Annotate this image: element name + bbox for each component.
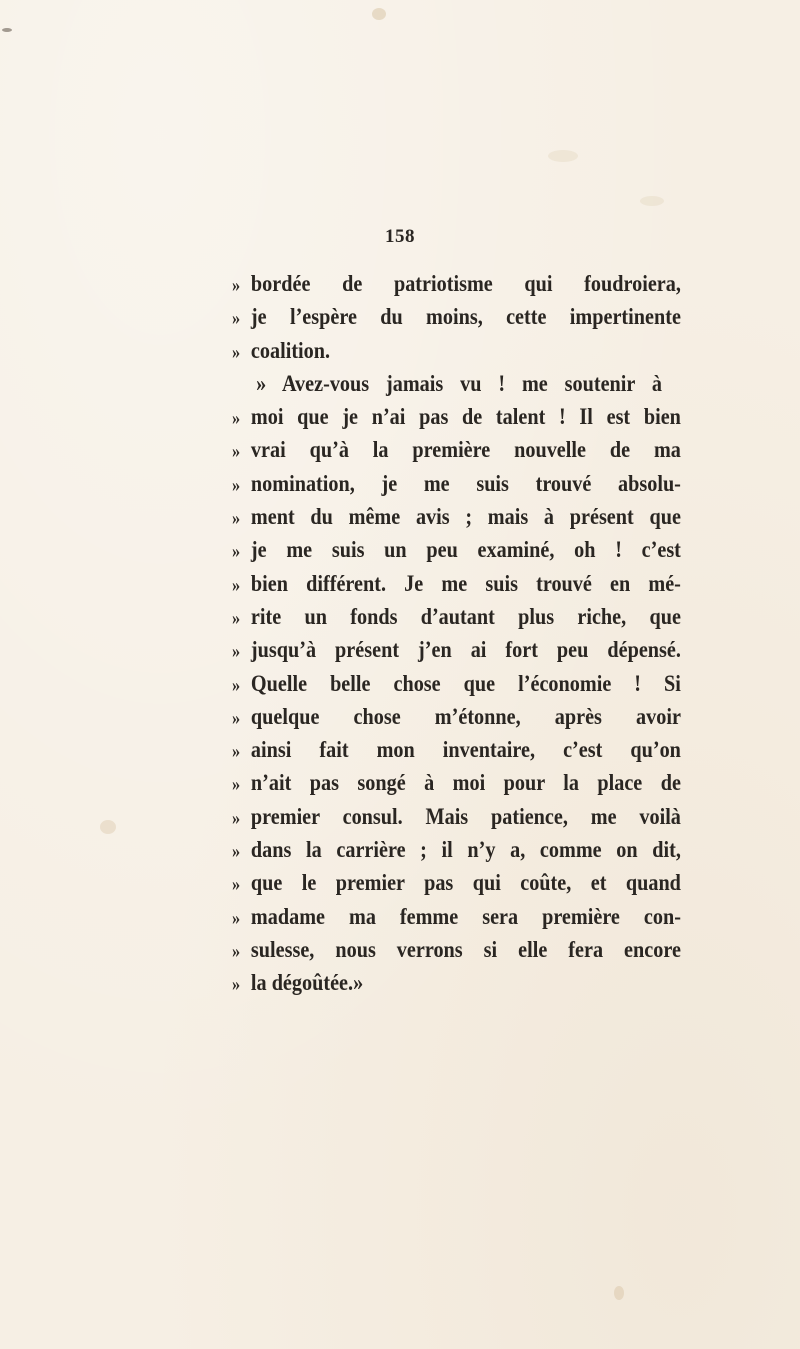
line-text: Quelle belle chose que l’économie ! Si [250,670,681,697]
text-line [232,801,681,834]
line-text: je l’espère du moins, cette impertinente [250,304,681,331]
line-text: premier consul. Mais patience, me voilà [250,803,681,830]
quote-mark: » [232,308,241,330]
paper-stain [100,820,116,834]
text-line [232,867,681,900]
line-text: ainsi fait mon inventaire, c’est qu’on [250,737,681,764]
line-text: n’ait pas songé à moi pour la place de [250,770,681,797]
line-text: nomination, je me suis trouvé absolu- [250,470,681,497]
quote-mark: » [232,674,241,696]
line-text: dans la carrière ; il n’y a, comme on dit, [250,837,681,864]
quote-mark: » [232,641,241,663]
text-line [232,501,681,534]
quote-mark: » [232,707,241,729]
text-line [232,468,681,501]
quote-mark: » [232,974,241,996]
text-line [232,901,681,934]
paper-stain [372,8,386,20]
text-line [232,734,681,767]
line-text: bordée de patriotisme qui foudroiera, [250,271,681,297]
quote-mark: » [232,441,241,463]
paper-stain [614,1286,624,1300]
text-line [232,967,610,1000]
line-text: » Avez-vous jamais vu ! me soutenir à [256,370,662,397]
line-text: coalition. [250,337,331,364]
quote-mark: » [232,541,241,563]
paper-mark [2,28,12,32]
text-line [232,368,662,401]
quote-mark: » [232,774,241,796]
line-text: ment du même avis ; mais à présent que [250,504,681,531]
line-text: je me suis un peu examiné, oh ! c’est [250,537,681,564]
quote-mark: » [232,940,241,962]
text-line [232,701,681,734]
quote-mark: » [232,508,241,530]
text-line [232,767,681,800]
quote-mark: » [232,741,241,763]
text-line [232,668,681,701]
quote-mark: » [232,574,241,596]
text-line [232,301,681,334]
text-line [232,634,681,667]
line-text: moi que je n’ai pas de talent ! Il est bien [250,404,681,431]
quote-mark: » [232,807,241,829]
line-text: jusqu’à présent j’en ai fort peu dépensé. [250,637,681,664]
quote-mark: » [232,874,241,896]
quote-mark: » [232,474,241,496]
paper-stain [640,196,664,206]
line-text: bien différent. Je me suis trouvé en mé- [250,570,681,597]
line-text: sulesse, nous verrons si elle fera encore [250,936,681,963]
quote-mark: » [232,341,241,363]
line-text: rite un fonds d’autant plus riche, que [250,603,681,630]
text-line [232,268,681,301]
text-line [232,834,681,867]
text-line [232,534,681,567]
text-line [232,401,681,434]
text-line [232,434,681,467]
line-text: que le premier pas qui coûte, et quand [250,870,681,897]
line-text: quelque chose m’étonne, après avoir [250,703,681,730]
quote-mark: » [232,907,241,929]
text-line [232,934,681,967]
line-text: vrai qu’à la première nouvelle de ma [250,437,681,464]
body-text [232,268,681,1001]
page-number: 158 [385,226,415,247]
line-text: la dégoûtée.» [250,970,364,997]
quote-mark: » [232,408,241,430]
line-text: madame ma femme sera première con- [250,903,681,930]
text-line [232,335,610,368]
quote-mark: » [232,607,241,629]
text-line [232,601,681,634]
text-line [232,568,681,601]
paper-stain [548,150,578,162]
quote-mark: » [232,841,241,863]
quote-mark: » [232,275,241,296]
